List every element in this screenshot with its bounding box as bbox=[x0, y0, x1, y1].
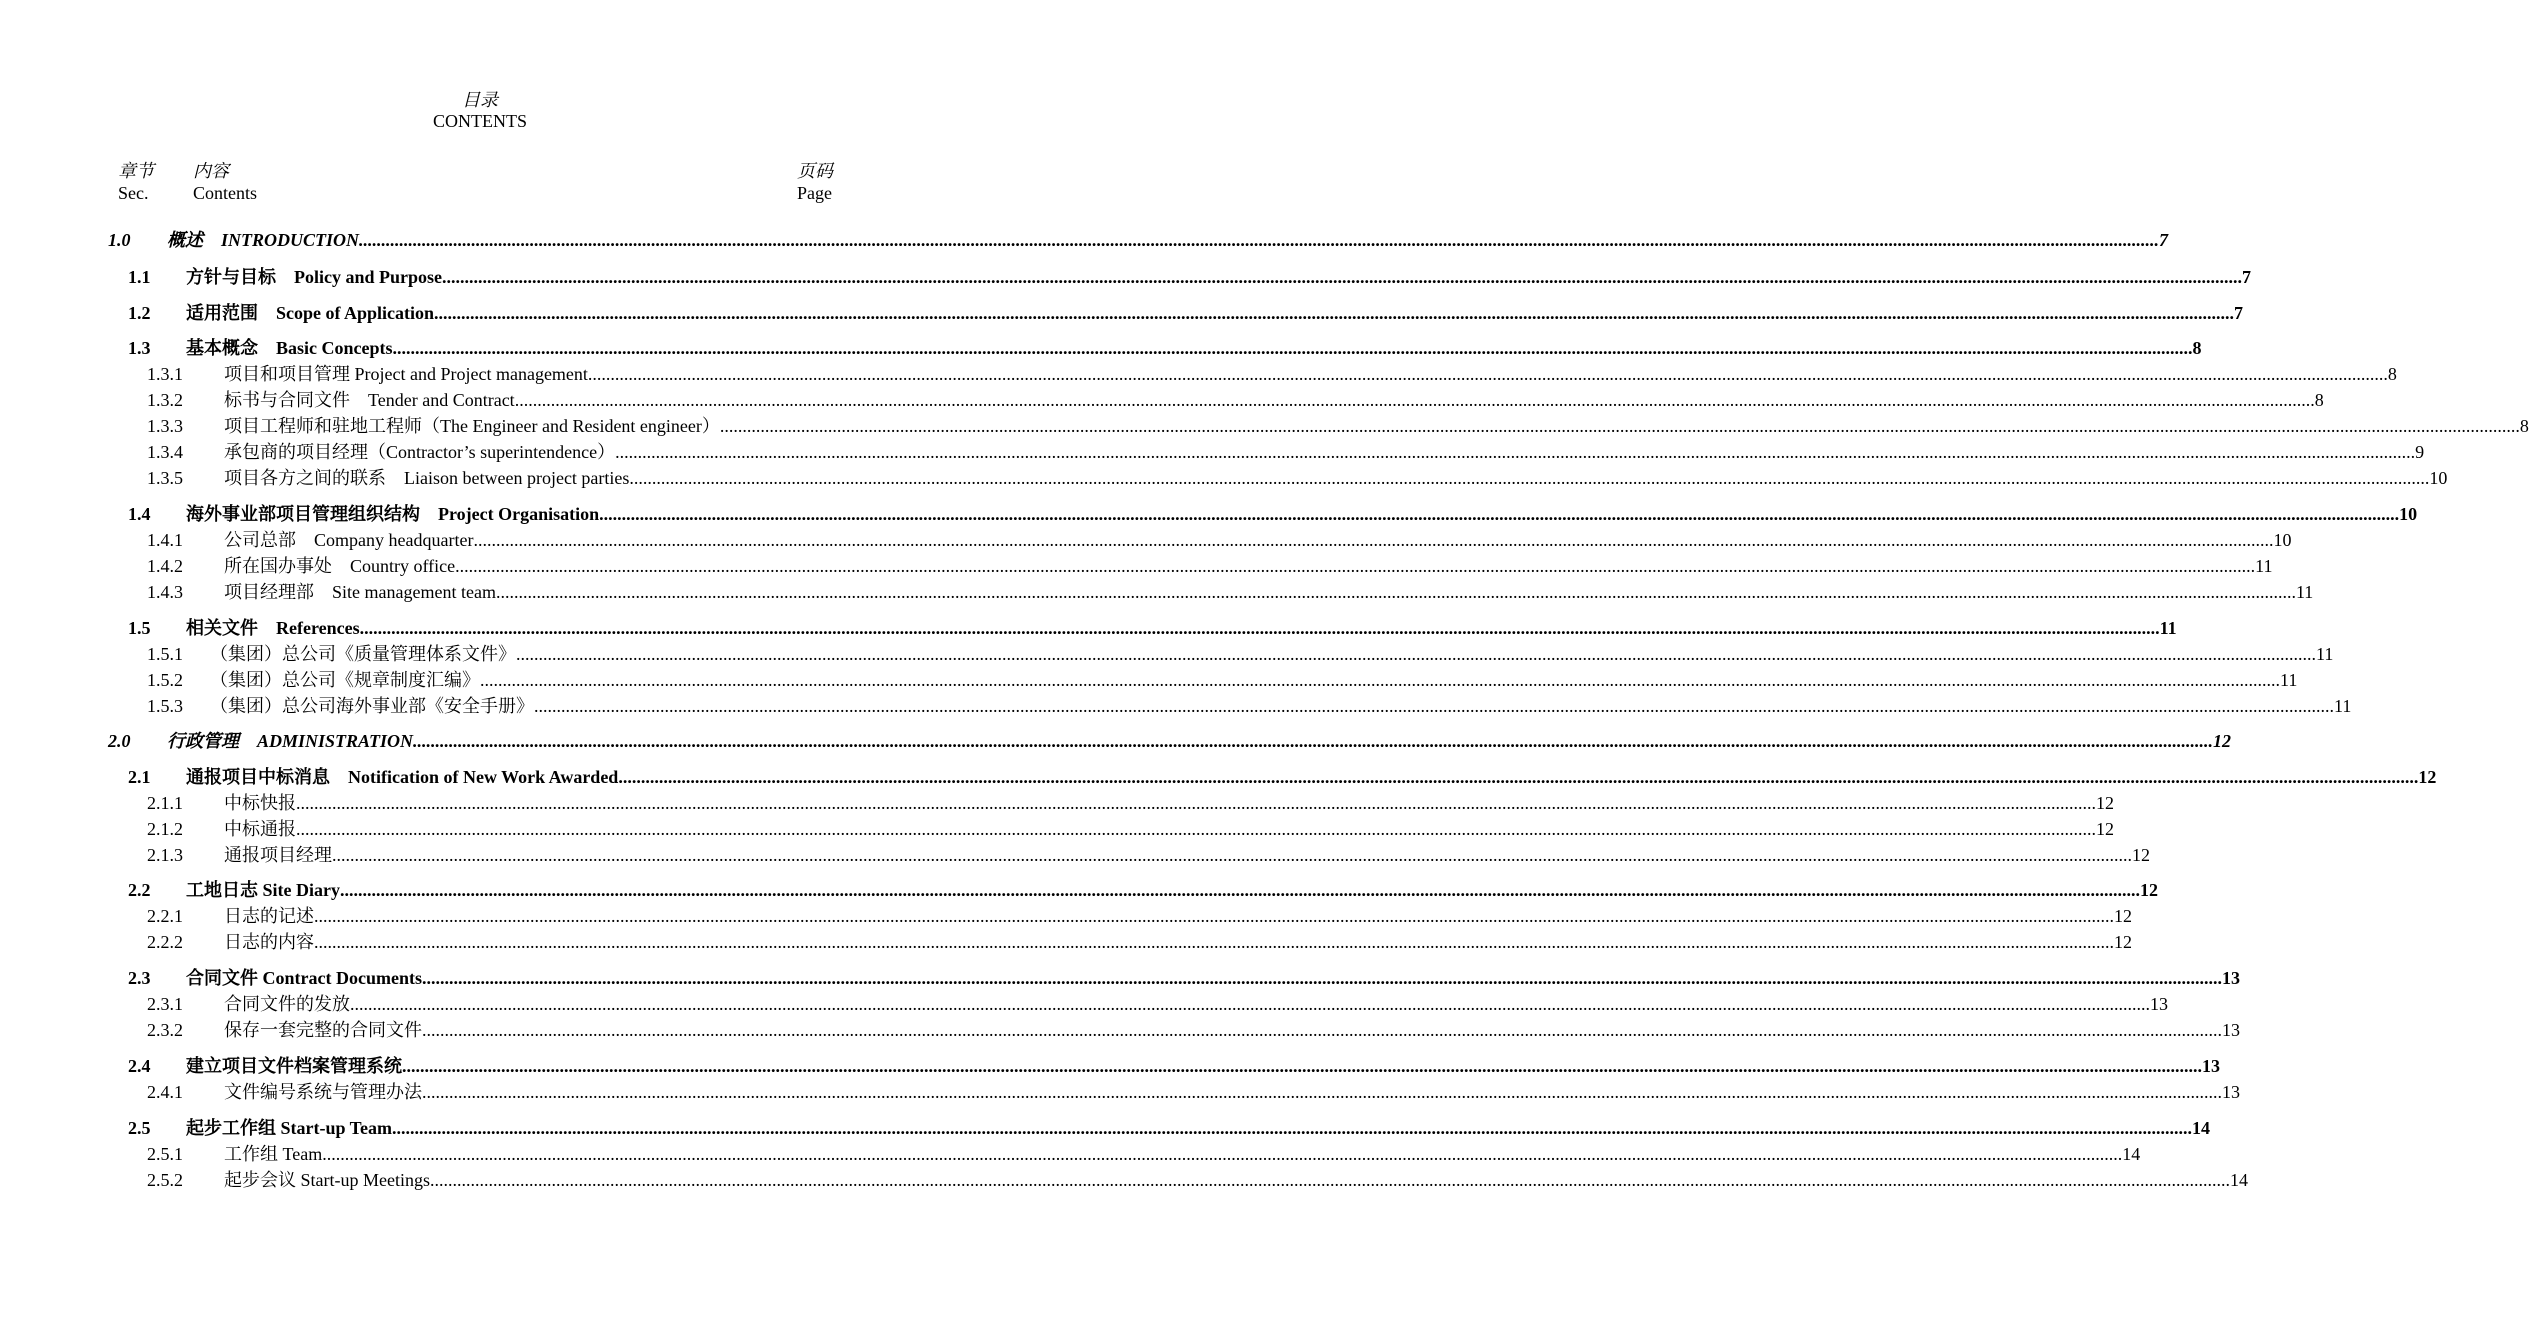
toc-entry-number: 2.0 bbox=[108, 731, 131, 751]
toc-entry-1-4-2[interactable] bbox=[147, 552, 2273, 578]
toc-entry-number: 1.3.1 bbox=[147, 364, 183, 384]
dot-leader: ................................................................................................................................................................................................................................................................................................................................................................................................................ bbox=[339, 880, 2140, 900]
toc-entry-number: 1.5.2 bbox=[147, 670, 183, 690]
toc-entry-number: 2.3 bbox=[128, 968, 151, 988]
page-title-zh: 目录 bbox=[462, 90, 498, 111]
toc-entry-2-4[interactable] bbox=[128, 1052, 2220, 1078]
toc-entry-page: 12 bbox=[2114, 932, 2132, 952]
dot-leader: ................................................................................................................................................................................................................................................................................................................................................................................................................ bbox=[332, 845, 2132, 865]
toc-entry-number: 2.5.1 bbox=[147, 1144, 183, 1164]
column-header-sec-zh: 章节 bbox=[118, 161, 154, 182]
toc-entry-page: 12 bbox=[2213, 731, 2232, 751]
toc-entry-page: 12 bbox=[2096, 819, 2114, 839]
dot-leader: ................................................................................................................................................................................................................................................................................................................................................................................................................ bbox=[629, 468, 2430, 488]
toc-entry-title: 工作组 Team bbox=[224, 1144, 323, 1164]
toc-entry-page: 9 bbox=[2415, 442, 2425, 462]
toc-entry-2-3-2[interactable] bbox=[147, 1016, 2240, 1042]
toc-entry-page: 12 bbox=[2132, 845, 2150, 865]
dot-leader: ................................................................................................................................................................................................................................................................................................................................................................................................................ bbox=[719, 416, 2520, 436]
toc-entry-number: 1.5.3 bbox=[147, 696, 183, 716]
dot-leader: ................................................................................................................................................................................................................................................................................................................................................................................................................ bbox=[587, 364, 2388, 384]
toc-entry-number: 2.4 bbox=[128, 1056, 151, 1076]
toc-entry-page: 8 bbox=[2519, 416, 2529, 436]
column-header-page-en: Page bbox=[797, 183, 832, 203]
dot-leader: ................................................................................................................................................................................................................................................................................................................................................................................................................ bbox=[615, 442, 2416, 462]
toc-entry-1-4-1[interactable] bbox=[147, 526, 2292, 552]
toc-entry-title: 起步工作组 Start-up Team bbox=[186, 1118, 393, 1138]
toc-entry-2-0[interactable] bbox=[108, 727, 2232, 753]
toc-entry-title: 建立项目文件档案管理系统 bbox=[186, 1056, 402, 1076]
dot-leader: ................................................................................................................................................................................................................................................................................................................................................................................................................ bbox=[359, 618, 2160, 638]
toc-entry-page: 10 bbox=[2273, 530, 2292, 550]
toc-entry-title: 项目经理部 Site management team bbox=[224, 582, 496, 602]
toc-entry-1-3-3[interactable] bbox=[147, 412, 2529, 438]
toc-entry-number: 1.3 bbox=[128, 338, 151, 358]
toc-entry-page: 11 bbox=[2159, 618, 2177, 638]
toc-entry-1-3-1[interactable] bbox=[147, 360, 2397, 386]
toc-entry-number: 1.1 bbox=[128, 267, 151, 287]
toc-entry-number: 2.5.2 bbox=[147, 1170, 183, 1190]
toc-entry-number: 2.5 bbox=[128, 1118, 151, 1138]
toc-entry-title: （集团）总公司《规章制度汇编》 bbox=[210, 670, 480, 690]
toc-entry-title: 相关文件 References bbox=[186, 618, 360, 638]
toc-entry-1-3[interactable] bbox=[128, 334, 2202, 360]
toc-entry-number: 1.3.2 bbox=[147, 390, 183, 410]
toc-entry-page: 10 bbox=[2429, 468, 2448, 488]
dot-leader: ................................................................................................................................................................................................................................................................................................................................................................................................................ bbox=[434, 303, 2235, 323]
toc-entry-page: 8 bbox=[2314, 390, 2324, 410]
dot-leader: ................................................................................................................................................................................................................................................................................................................................................................................................................ bbox=[516, 644, 2316, 664]
toc-entry-1-3-5[interactable] bbox=[147, 464, 2448, 490]
toc-entry-number: 2.2 bbox=[128, 880, 151, 900]
dot-leader: ................................................................................................................................................................................................................................................................................................................................................................................................................ bbox=[618, 767, 2419, 787]
toc-entry-number: 1.5 bbox=[128, 618, 151, 638]
toc-entry-title: 项目各方之间的联系 Liaison between project parties bbox=[224, 468, 630, 488]
toc-entry-2-5[interactable] bbox=[128, 1114, 2211, 1140]
toc-entry-1-5[interactable] bbox=[128, 614, 2177, 640]
dot-leader: ................................................................................................................................................................................................................................................................................................................................................................................................................ bbox=[413, 731, 2214, 751]
dot-leader: ................................................................................................................................................................................................................................................................................................................................................................................................................ bbox=[314, 932, 2114, 952]
dot-leader: ................................................................................................................................................................................................................................................................................................................................................................................................................ bbox=[473, 530, 2274, 550]
dot-leader: ................................................................................................................................................................................................................................................................................................................................................................................................................ bbox=[296, 819, 2096, 839]
toc-entry-title: 日志的记述 bbox=[224, 906, 314, 926]
dot-leader: ................................................................................................................................................................................................................................................................................................................................................................................................................ bbox=[322, 1144, 2123, 1164]
dot-leader: ................................................................................................................................................................................................................................................................................................................................................................................................................ bbox=[350, 994, 2150, 1014]
toc-entry-title: 保存一套完整的合同文件 bbox=[224, 1020, 422, 1040]
toc-entry-title: 方针与目标 Policy and Purpose bbox=[186, 267, 443, 287]
toc-entry-number: 2.1.3 bbox=[147, 845, 183, 865]
toc-entry-1-5-2[interactable] bbox=[147, 666, 2298, 692]
dot-leader: ................................................................................................................................................................................................................................................................................................................................................................................................................ bbox=[534, 696, 2334, 716]
toc-entry-number: 2.2.1 bbox=[147, 906, 183, 926]
toc-entry-title: 文件编号系统与管理办法 bbox=[224, 1082, 422, 1102]
toc-entry-page: 7 bbox=[2234, 303, 2244, 323]
dot-leader: ................................................................................................................................................................................................................................................................................................................................................................................................................ bbox=[392, 1118, 2193, 1138]
toc-entry-number: 1.4 bbox=[128, 504, 151, 524]
toc-entry-title: 项目工程师和驻地工程师（The Engineer and Resident engineer） bbox=[224, 416, 720, 436]
toc-entry-2-5-2[interactable] bbox=[147, 1166, 2248, 1192]
column-header-contents-en: Contents bbox=[193, 183, 258, 203]
toc-entry-number: 1.3.3 bbox=[147, 416, 183, 436]
toc-entry-number: 2.3.1 bbox=[147, 994, 183, 1014]
toc-entry-1-5-1[interactable] bbox=[147, 640, 2334, 666]
toc-entry-page: 11 bbox=[2334, 696, 2352, 716]
dot-leader: ................................................................................................................................................................................................................................................................................................................................................................................................................ bbox=[514, 390, 2315, 410]
toc-entry-2-1-2[interactable] bbox=[147, 815, 2114, 841]
toc-entry-title: 行政管理 ADMINISTRATION bbox=[167, 731, 414, 751]
toc-entry-title: 工地日志 Site Diary bbox=[186, 880, 340, 900]
toc-entry-page: 8 bbox=[2387, 364, 2397, 384]
toc-entry-1-3-2[interactable] bbox=[147, 386, 2324, 412]
toc-entry-title: 适用范围 Scope of Application bbox=[186, 303, 435, 323]
toc-entry-title: 所在国办事处 Country office bbox=[224, 556, 456, 576]
toc-entry-2-1[interactable] bbox=[128, 763, 2437, 789]
toc-entry-title: 通报项目经理 bbox=[224, 845, 332, 865]
dot-leader: ................................................................................................................................................................................................................................................................................................................................................................................................................ bbox=[495, 582, 2296, 602]
toc-entry-title: 承包商的项目经理（Contractor’s superintendence） bbox=[224, 442, 616, 462]
dot-leader: ................................................................................................................................................................................................................................................................................................................................................................................................................ bbox=[296, 793, 2096, 813]
toc-entry-1-3-4[interactable] bbox=[147, 438, 2425, 464]
toc-entry-number: 1.3.5 bbox=[147, 468, 183, 488]
dot-leader: ................................................................................................................................................................................................................................................................................................................................................................................................................ bbox=[455, 556, 2256, 576]
toc-entry-2-1-1[interactable] bbox=[147, 789, 2114, 815]
toc-entry-title: 中标通报 bbox=[224, 819, 296, 839]
toc-entry-page: 7 bbox=[2159, 230, 2169, 250]
toc-entry-1-4-3[interactable] bbox=[147, 578, 2314, 604]
page-title-en: CONTENTS bbox=[433, 111, 527, 131]
column-header-page-zh: 页码 bbox=[797, 161, 833, 182]
toc-entry-page: 11 bbox=[2255, 556, 2273, 576]
toc-entry-page: 12 bbox=[2096, 793, 2114, 813]
toc-entry-number: 2.1.1 bbox=[147, 793, 183, 813]
toc-entry-number: 1.3.4 bbox=[147, 442, 183, 462]
toc-entry-page: 8 bbox=[2192, 338, 2202, 358]
dot-leader: ................................................................................................................................................................................................................................................................................................................................................................................................................ bbox=[392, 338, 2193, 358]
toc-entry-page: 10 bbox=[2399, 504, 2418, 524]
dot-leader: ................................................................................................................................................................................................................................................................................................................................................................................................................ bbox=[314, 906, 2114, 926]
dot-leader: ................................................................................................................................................................................................................................................................................................................................................................................................................ bbox=[429, 1170, 2230, 1190]
toc-entry-number: 2.4.1 bbox=[147, 1082, 183, 1102]
toc-entry-title: 合同文件的发放 bbox=[224, 994, 350, 1014]
toc-entry-number: 1.5.1 bbox=[147, 644, 183, 664]
column-header-sec-en: Sec. bbox=[118, 183, 149, 203]
toc-entry-1-4[interactable] bbox=[128, 500, 2418, 526]
dot-leader: ................................................................................................................................................................................................................................................................................................................................................................................................................ bbox=[422, 1082, 2222, 1102]
toc-entry-title: 日志的内容 bbox=[224, 932, 314, 952]
toc-entry-page: 12 bbox=[2139, 880, 2158, 900]
toc-entry-2-2-1[interactable] bbox=[147, 902, 2132, 928]
toc-entry-number: 1.4.1 bbox=[147, 530, 183, 550]
dot-leader: ................................................................................................................................................................................................................................................................................................................................................................................................................ bbox=[402, 1056, 2202, 1076]
toc-entry-title: 海外事业部项目管理组织结构 Project Organisation bbox=[186, 504, 600, 524]
toc-entry-title: 合同文件 Contract Documents bbox=[186, 968, 422, 988]
toc-entry-title: （集团）总公司《质量管理体系文件》 bbox=[210, 644, 516, 664]
column-header-contents-zh: 内容 bbox=[193, 161, 229, 182]
dot-leader: ................................................................................................................................................................................................................................................................................................................................................................................................................ bbox=[442, 267, 2243, 287]
toc-entry-title: 概述 INTRODUCTION bbox=[167, 230, 360, 250]
toc-entry-2-3-1[interactable] bbox=[147, 990, 2168, 1016]
dot-leader: ................................................................................................................................................................................................................................................................................................................................................................................................................ bbox=[480, 670, 2280, 690]
toc-entry-title: 标书与合同文件 Tender and Contract bbox=[224, 390, 515, 410]
toc-entry-number: 1.0 bbox=[108, 230, 131, 250]
toc-entry-page: 12 bbox=[2418, 767, 2437, 787]
toc-entry-title: 基本概念 Basic Concepts bbox=[186, 338, 393, 358]
toc-entry-1-0[interactable] bbox=[108, 226, 2169, 252]
toc-entry-page: 14 bbox=[2192, 1118, 2211, 1138]
toc-entry-title: 公司总部 Company headquarter bbox=[224, 530, 474, 550]
toc-entry-number: 2.2.2 bbox=[147, 932, 183, 952]
dot-leader: ................................................................................................................................................................................................................................................................................................................................................................................................................ bbox=[359, 230, 2160, 250]
toc-entry-page: 13 bbox=[2221, 968, 2240, 988]
toc-entry-2-2[interactable] bbox=[128, 876, 2158, 902]
toc-entry-number: 1.4.3 bbox=[147, 582, 183, 602]
toc-entry-number: 2.1 bbox=[128, 767, 151, 787]
toc-entry-title: 通报项目中标消息 Notification of New Work Awarded bbox=[186, 767, 619, 787]
dot-leader: ................................................................................................................................................................................................................................................................................................................................................................................................................ bbox=[599, 504, 2400, 524]
dot-leader: ................................................................................................................................................................................................................................................................................................................................................................................................................ bbox=[421, 968, 2222, 988]
toc-entry-page: 11 bbox=[2280, 670, 2298, 690]
toc-entry-page: 7 bbox=[2242, 267, 2252, 287]
toc-entry-2-4-1[interactable] bbox=[147, 1078, 2240, 1104]
toc-entry-number: 1.4.2 bbox=[147, 556, 183, 576]
toc-entry-title: 中标快报 bbox=[224, 793, 296, 813]
toc-entry-2-2-2[interactable] bbox=[147, 928, 2132, 954]
toc-entry-number: 2.3.2 bbox=[147, 1020, 183, 1040]
toc-entry-page: 14 bbox=[2122, 1144, 2141, 1164]
toc-entry-page: 11 bbox=[2295, 582, 2314, 602]
toc-entry-1-1[interactable] bbox=[128, 263, 2252, 289]
toc-entry-page: 12 bbox=[2114, 906, 2132, 926]
toc-entry-title: 起步会议 Start-up Meetings bbox=[224, 1170, 430, 1190]
toc-entry-1-2[interactable] bbox=[128, 299, 2244, 325]
toc-entry-number: 1.2 bbox=[128, 303, 151, 323]
toc-entry-title: （集团）总公司海外事业部《安全手册》 bbox=[210, 696, 534, 716]
toc-entry-2-5-1[interactable] bbox=[147, 1140, 2141, 1166]
toc-entry-1-5-3[interactable] bbox=[147, 692, 2352, 718]
toc-entry-2-1-3[interactable] bbox=[147, 841, 2150, 867]
toc-entry-2-3[interactable] bbox=[128, 964, 2240, 990]
toc-entry-title: 项目和项目管理 Project and Project management bbox=[224, 364, 588, 384]
toc-entry-page: 11 bbox=[2316, 644, 2334, 664]
toc-entry-number: 2.1.2 bbox=[147, 819, 183, 839]
toc-entry-page: 13 bbox=[2222, 1082, 2240, 1102]
toc-entry-page: 13 bbox=[2150, 994, 2168, 1014]
toc-entry-page: 13 bbox=[2202, 1056, 2220, 1076]
toc-entry-page: 14 bbox=[2229, 1170, 2248, 1190]
toc-entry-page: 13 bbox=[2222, 1020, 2240, 1040]
dot-leader: ................................................................................................................................................................................................................................................................................................................................................................................................................ bbox=[422, 1020, 2222, 1040]
